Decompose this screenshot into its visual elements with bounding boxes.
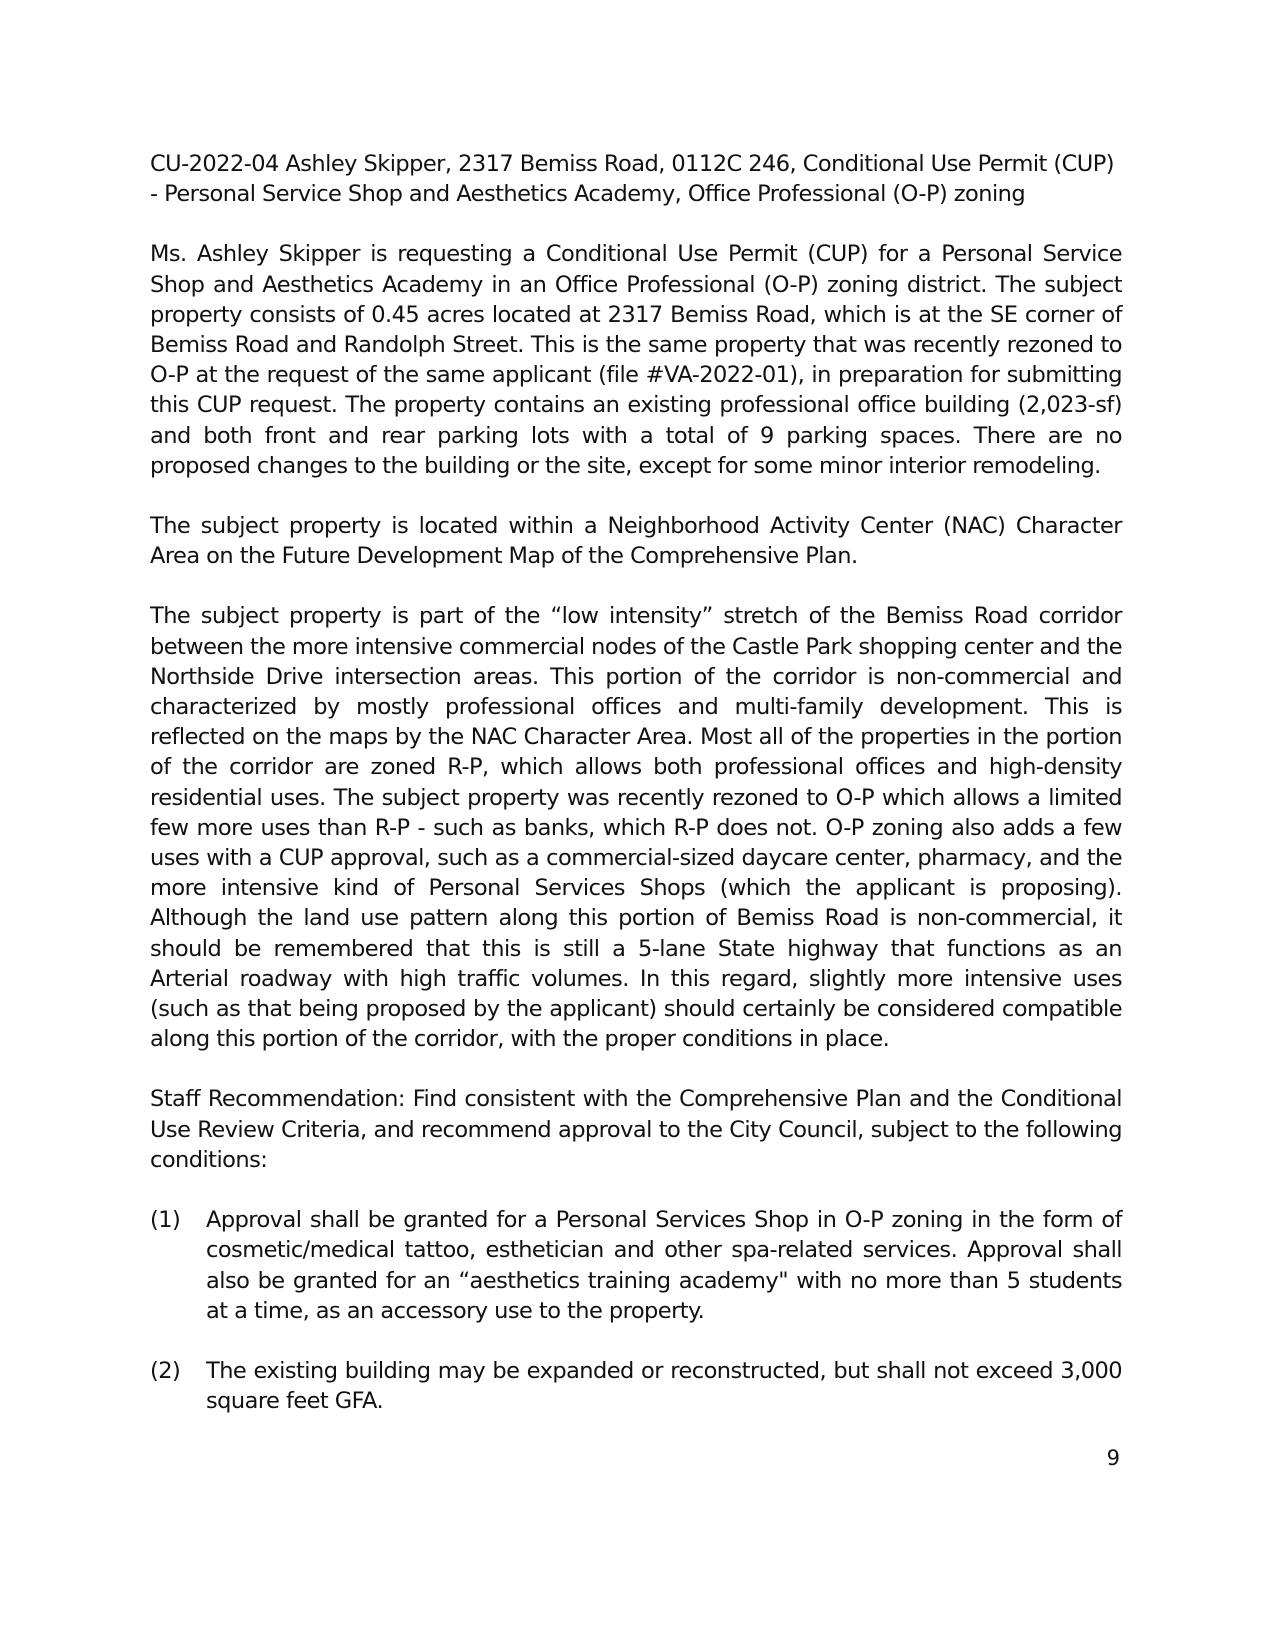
staff-recommendation-paragraph: Staff Recommendation: Find consistent with the Comprehensive Plan and the Conditional Use Review Criteria, and recommend approval to the City Council, subject to the following conditions: xyxy=(150,1086,1122,1173)
page-number: 9 xyxy=(1106,1446,1120,1470)
request-paragraph: Ms. Ashley Skipper is requesting a Conditional Use Permit (CUP) for a Personal Service Shop and Aesthetics Academy in an Office Professional (O-P) zoning district. The subject property consists of 0.45 acres located at 2317 Bemiss Road, which is at the SE corner of Bemiss Road and Randolph Street. This is the same property that was recently rezoned to O-P at the request of the same applicant (file #VA-2022-01), in preparation for submitting this CUP request. The property contains an existing professional office building (2,023-sf) and both front and rear parking lots with a total of 9 parking spaces. There are no proposed changes to the building or the site, except for some minor interior remodeling. xyxy=(150,241,1122,479)
corridor-analysis-paragraph: The subject property is part of the “low intensity” stretch of the Bemiss Road corridor between the more intensive commercial nodes of the Castle Park shopping center and the Northside Drive intersection areas. This portion of the corridor is non-commercial and characterized by mostly professional offices and multi-family development. This is reflected on the maps by the NAC Character Area. Most all of the properties in the portion of the corridor are zoned R-P, which allows both professional offices and high-density residential uses. The subject property was recently rezoned to O-P which allows a limited few more uses than R-P - such as banks, which R-P does not. O-P zoning also adds a few uses with a CUP approval, such as a commercial-sized daycare center, pharmacy, and the more intensive kind of Personal Services Shops (which the applicant is proposing). Although the land use pattern along this portion of Bemiss Road is non-commercial, it should be remembered that this is still a 5-lane State highway that functions as an Arterial roadway with high traffic volumes. In this regard, slightly more intensive uses (such as that being proposed by the applicant) should certainly be considered compatible along this portion of the corridor, with the proper conditions in place. xyxy=(150,603,1122,1053)
condition-text: Approval shall be granted for a Personal Services Shop in O-P zoning in the form of cosmetic/medical tattoo, esthetician and other spa-related services. Approval shall also be granted for an “aesthetics training academy" with no more than 5 students at a time, as an accessory use to the property. xyxy=(206,1207,1122,1324)
condition-item-1 xyxy=(150,1205,1122,1326)
condition-number: (1) xyxy=(150,1207,181,1234)
document-page xyxy=(150,149,1122,1446)
case-heading: CU-2022-04 Ashley Skipper, 2317 Bemiss Road, 0112C 246, Conditional Use Permit (CUP) - Personal Service Shop and Aesthetics Academy, Office Professional (O-P) zoning xyxy=(150,151,1114,208)
condition-number: (2) xyxy=(150,1357,181,1384)
condition-text: The existing building may be expanded or reconstructed, but shall not exceed 3,000 square feet GFA. xyxy=(206,1357,1122,1415)
condition-item-2 xyxy=(150,1356,1122,1416)
character-area-paragraph: The subject property is located within a Neighborhood Activity Center (NAC) Character Area on the Future Development Map of the Comprehensive Plan. xyxy=(150,513,1122,570)
